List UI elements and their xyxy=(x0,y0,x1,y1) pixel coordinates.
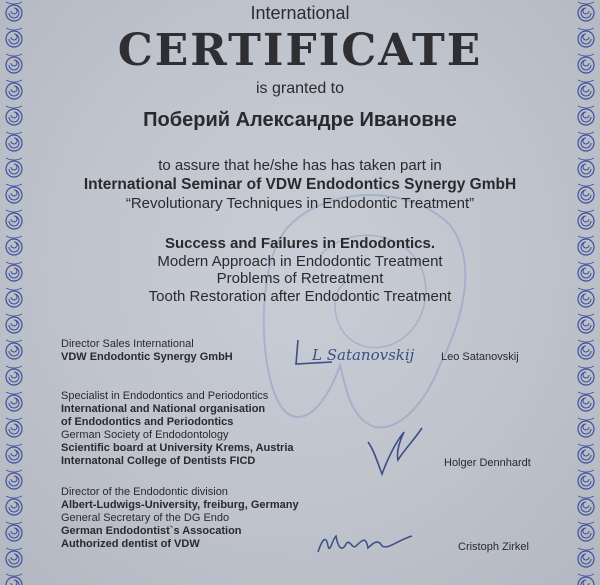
tooth-watermark xyxy=(250,185,480,445)
topics-heading: Success and Failures in Endodontics. xyxy=(164,235,436,252)
signatory-2-line: of Endodontics and Periodontics xyxy=(61,416,234,428)
assure-line: to assure that he/she has has taken part in xyxy=(158,157,442,174)
signatory-1-name: Leo Satanovskij xyxy=(441,351,519,363)
topic-item: Tooth Restoration after Endodontic Treatment xyxy=(148,288,452,305)
signature-zirkel xyxy=(312,526,422,560)
recipient-name: Поберий Александре Ивановне xyxy=(143,109,457,131)
signatory-2-line: German Society of Endodontology xyxy=(61,429,229,441)
signatory-1-line: Director Sales International xyxy=(61,338,194,350)
signature-dennhardt xyxy=(360,420,430,480)
granted-line: is granted to xyxy=(255,80,345,97)
signatory-2-line: Internatonal College of Dentists FICD xyxy=(61,455,256,467)
signatory-3-line: German Endodontist`s Assocation xyxy=(61,525,242,537)
signatory-3-line: Authorized dentist of VDW xyxy=(61,538,200,550)
signatory-3-name: Cristoph Zirkel xyxy=(458,541,529,553)
topic-item: Problems of Retreatment xyxy=(216,270,384,287)
signatory-2-line: Specialist in Endodontics and Periodontics xyxy=(61,390,269,402)
svg-text:L Satanovskij: L Satanovskij xyxy=(312,346,415,364)
signatory-1-line: VDW Endodontic Synergy GmbH xyxy=(61,351,233,363)
signatory-3-line: Albert-Ludwigs-University, freiburg, Germany xyxy=(61,499,299,511)
topic-item: Modern Approach in Endodontic Treatment xyxy=(157,253,443,270)
signatory-2-name: Holger Dennhardt xyxy=(444,457,531,469)
signatory-3-line: General Secretary of the DG Endo xyxy=(61,512,230,524)
certificate-kicker: International xyxy=(250,3,350,23)
signatory-3-line: Director of the Endodontic division xyxy=(61,486,228,498)
seminar-title: International Seminar of VDW Endodontics Synergy GmbH xyxy=(83,176,517,193)
signatory-2-line: Scientific board at University Krems, Austria xyxy=(61,442,294,454)
certificate-title: CERTIFICATE xyxy=(117,25,483,76)
signatory-2-line: International and National organisation xyxy=(61,403,266,415)
seminar-subtitle: “Revolutionary Techniques in Endodontic Treatment” xyxy=(125,195,475,212)
signature-satanovskij xyxy=(292,336,432,372)
